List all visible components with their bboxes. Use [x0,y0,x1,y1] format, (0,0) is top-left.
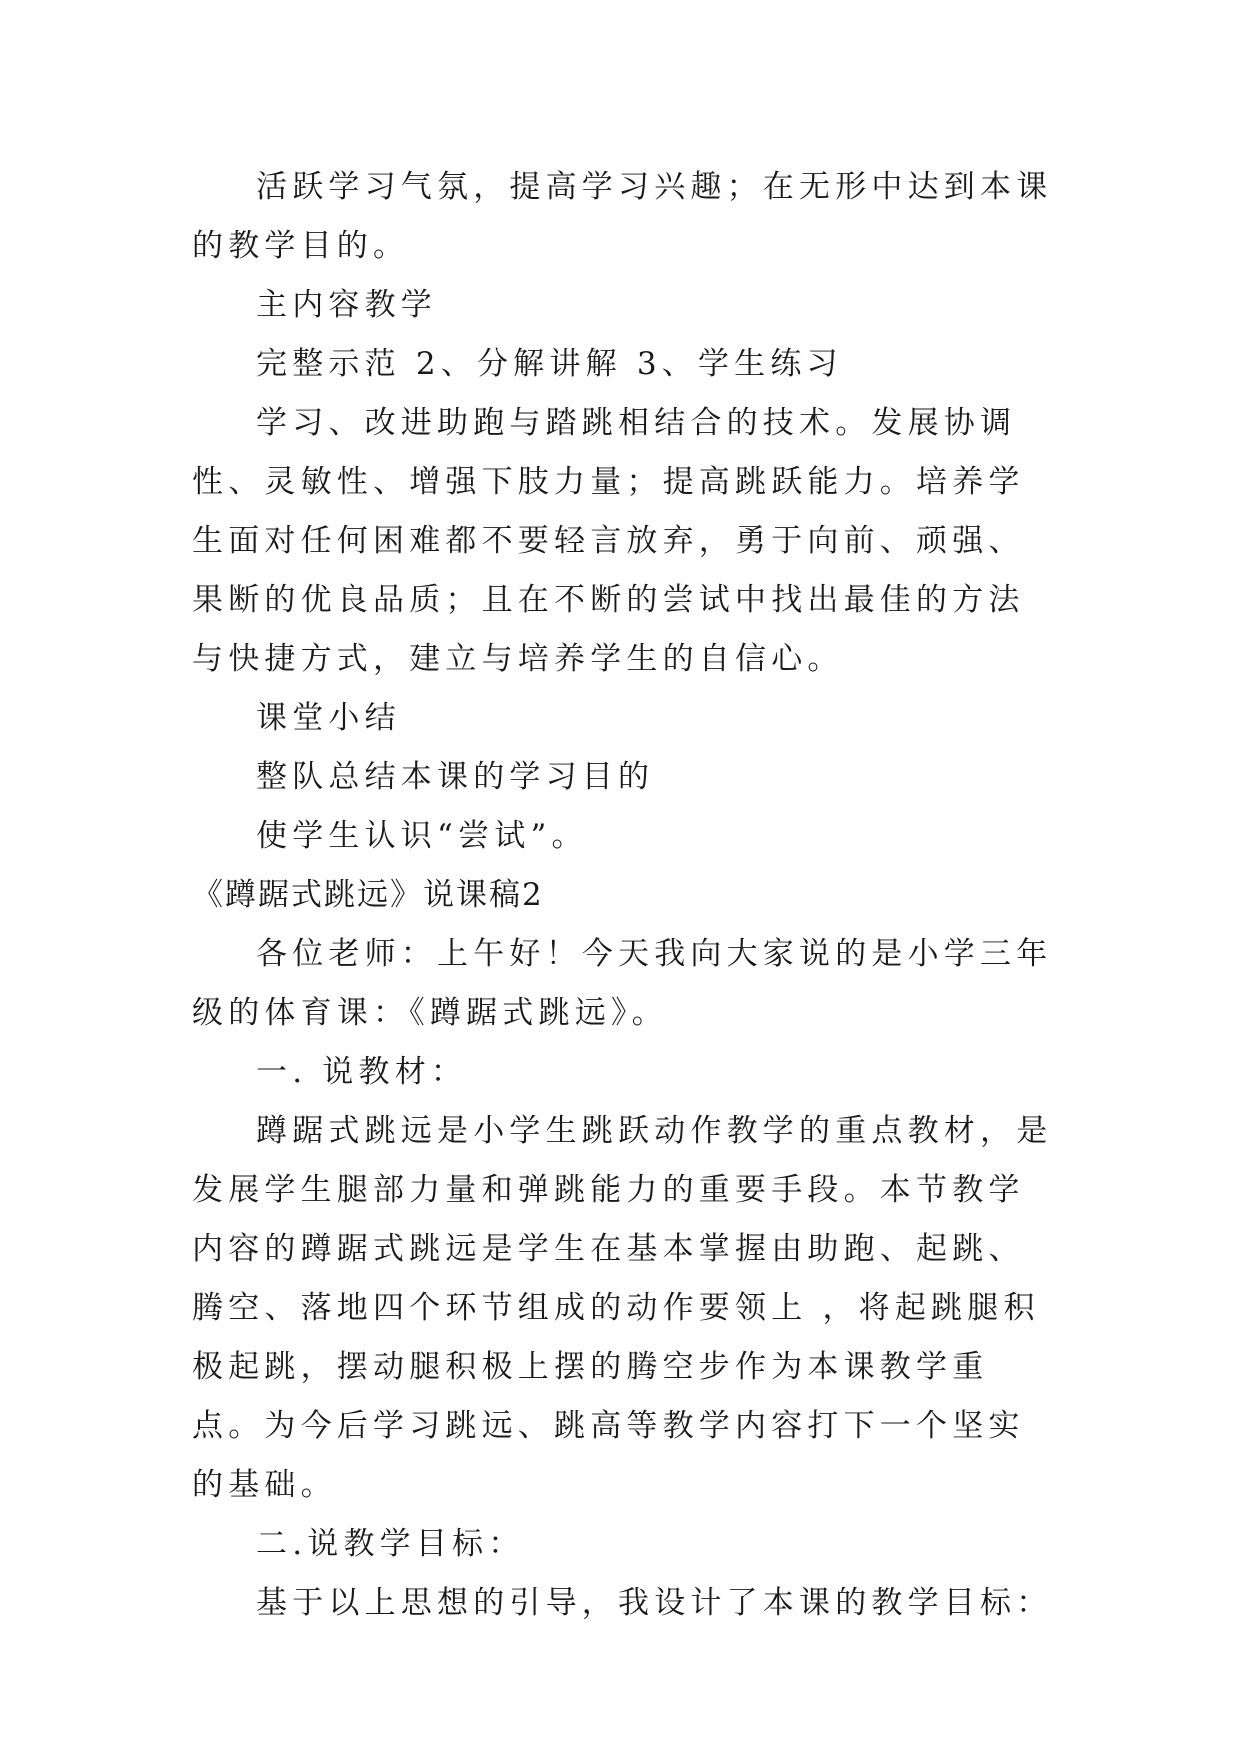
section-title: 《蹲踞式跳远》说课稿2 [192,877,544,913]
paragraph-5: 课堂小结 [256,700,401,736]
paragraph-3: 完整示范 2、分解讲解 3、学生练习 [256,346,843,382]
paragraph-7: 使学生认识“尝试”。 [256,818,588,854]
paragraph-10: 蹲踞式跳远是小学生跳跃动作教学的重点教材，是发展学生腿部力量和弹跳能力的重要手段。本节教学内容的蹲踞式跳远是学生在基本掌握由助跑、起跳、腾空、落地四个环节组成的动作要领上 ，将起跳腿积极起跳，摆动腿积极上摆的腾空步作为本课教学重点。为今后学习跳远、跳高等教学内容打下一个坚实的基础。 [192,1113,1053,1503]
paragraph-2: 主内容教学 [256,287,437,323]
document-body [192,158,1054,1633]
paragraph-6: 整队总结本课的学习目的 [256,759,655,795]
paragraph-11: 二.说教学目标： [256,1526,525,1562]
paragraph-9: 一. 说教材： [256,1054,468,1090]
paragraph-4: 学习、改进助跑与踏跳相结合的技术。发展协调性、灵敏性、增强下肢力量；提高跳跃能力。培养学生面对任何困难都不要轻言放弃，勇于向前、顽强、果断的优良品质；且在不断的尝试中找出最佳的方法与快捷方式，建立与培养学生的自信心。 [192,405,1025,677]
paragraph-12: 基于以上思想的引导，我设计了本课的教学目标： [256,1585,1053,1621]
paragraph-8: 各位老师：上午好！今天我向大家说的是小学三年级的体育课：《蹲踞式跳远》。 [192,936,1053,1031]
paragraph-1: 活跃学习气氛，提高学习兴趣；在无形中达到本课的教学目的。 [192,169,1053,264]
